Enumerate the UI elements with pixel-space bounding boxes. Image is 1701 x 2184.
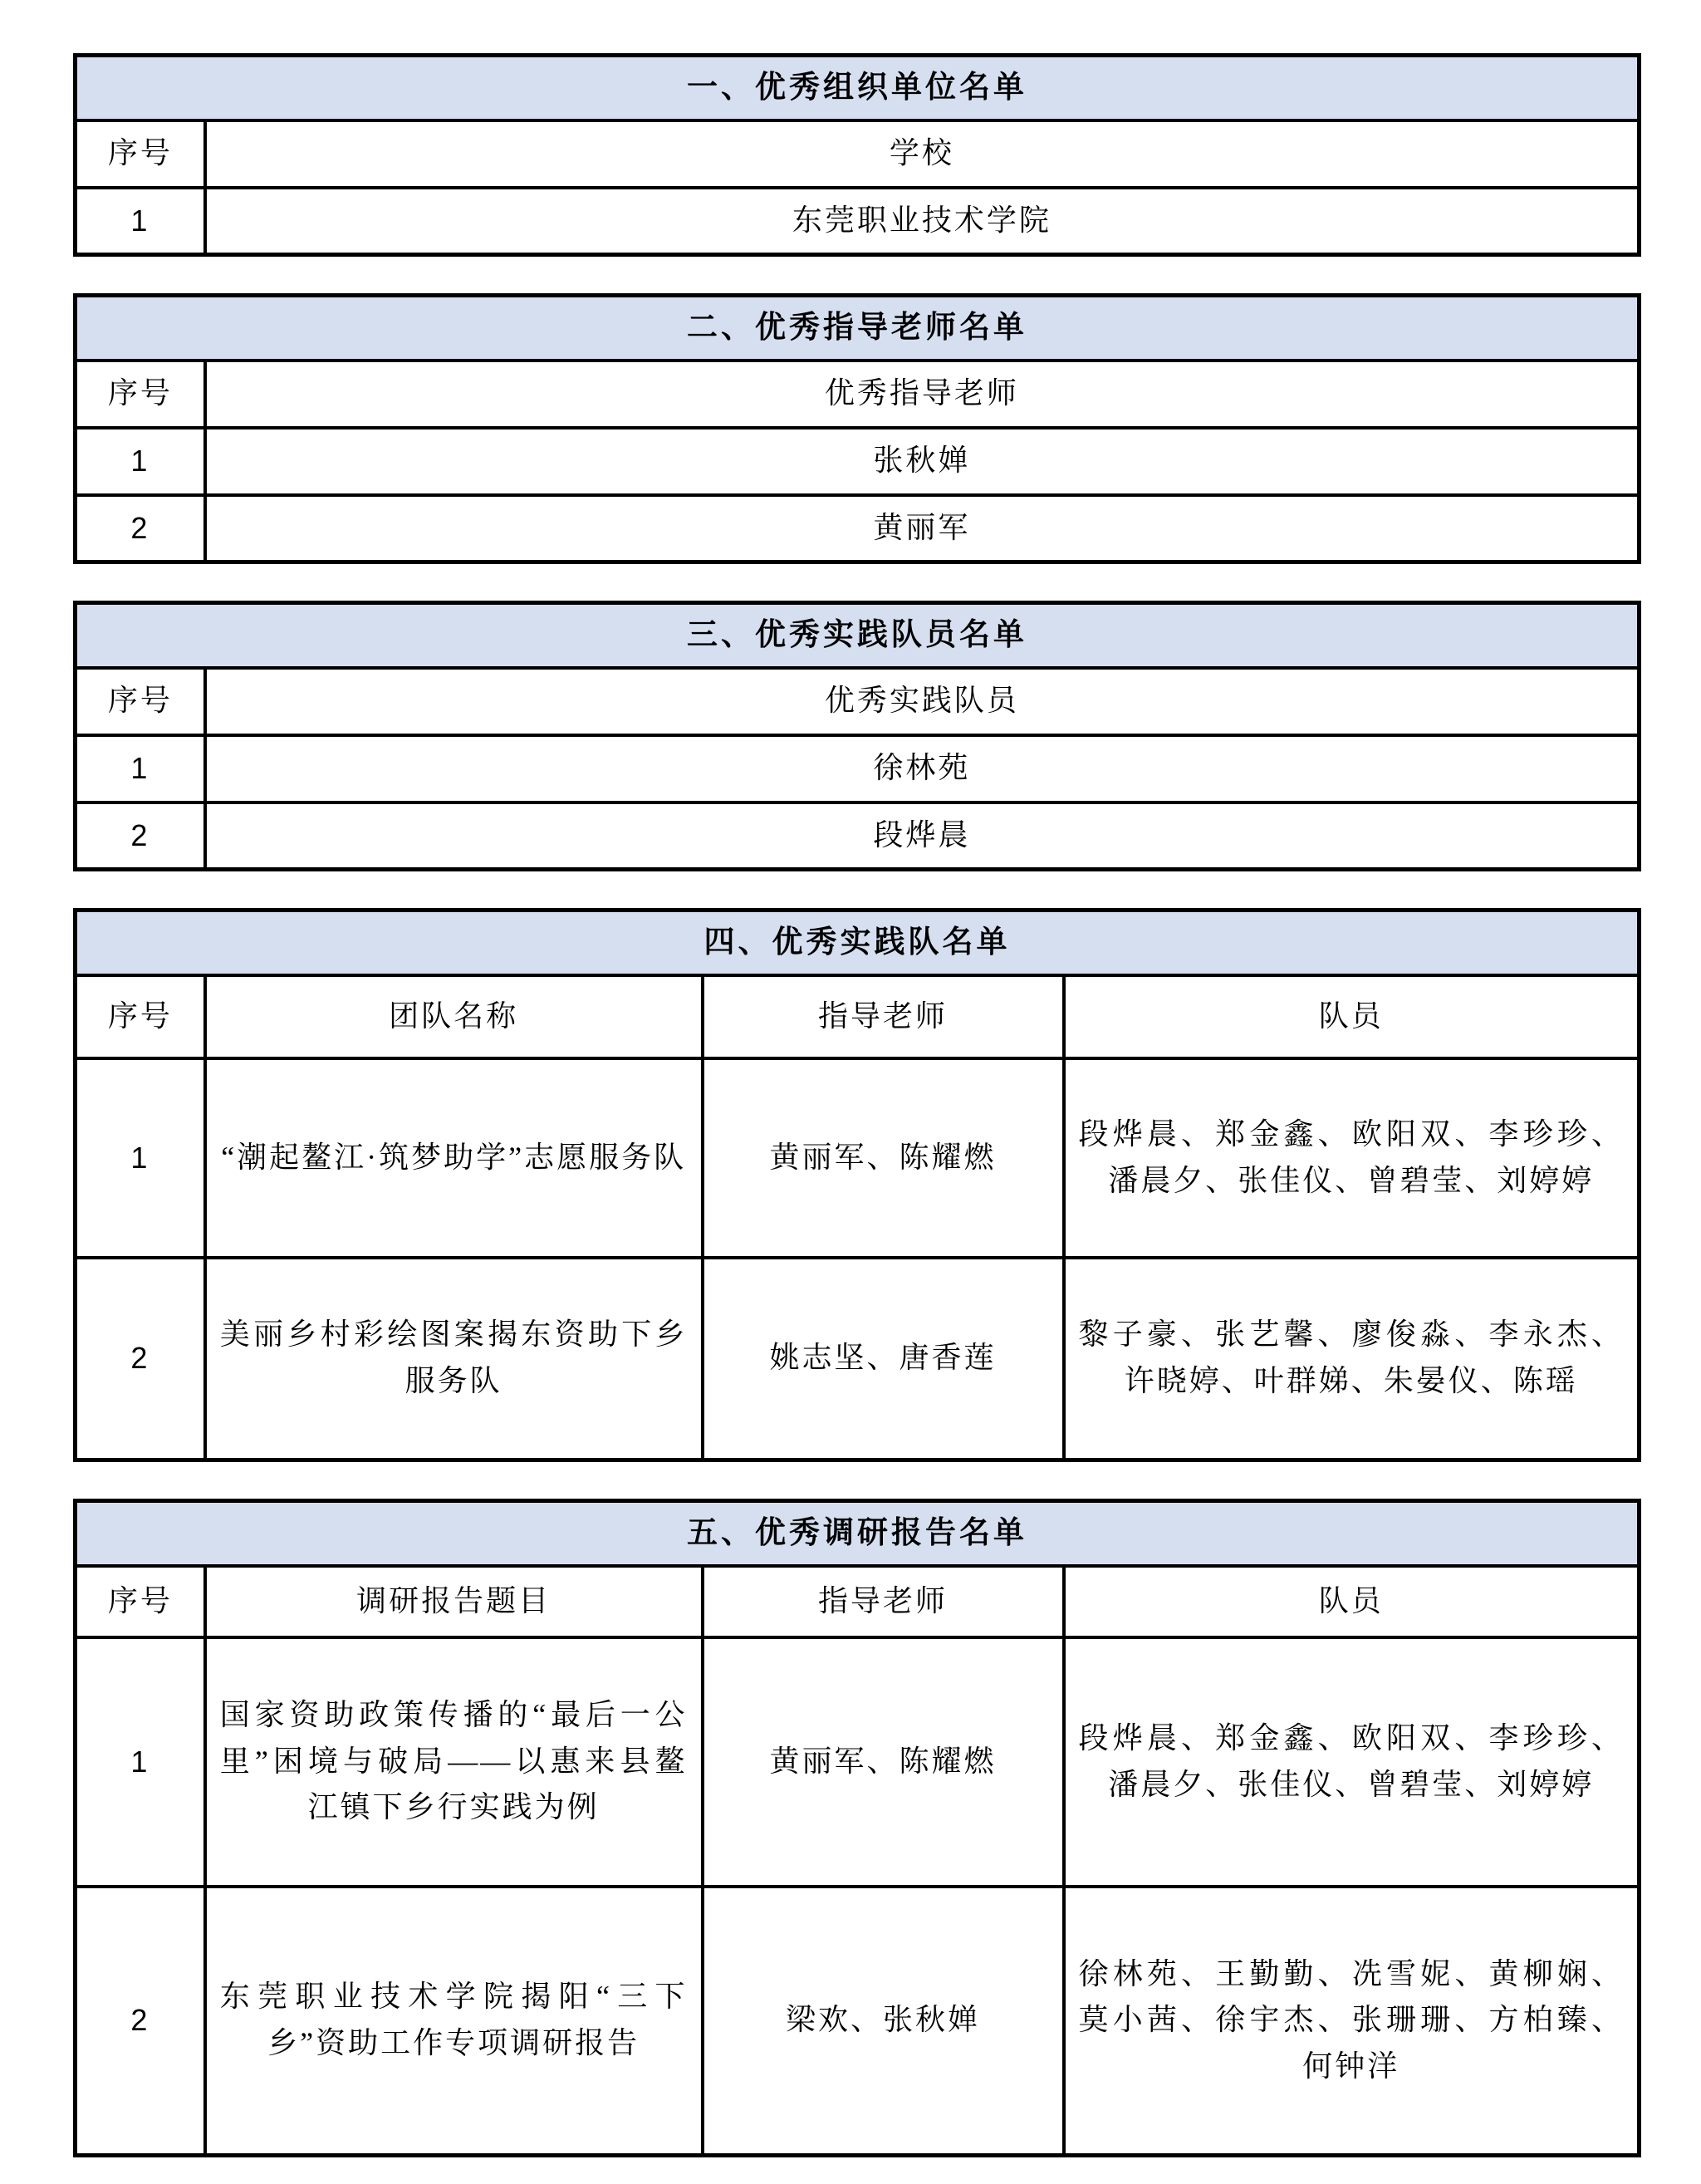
table-row [76,495,1640,562]
table-row [76,1887,1640,2156]
cell-teachers: 姚志坚、唐香莲 [703,1258,1064,1460]
cell-members: 黎子豪、张艺馨、廖俊淼、李永杰、许晓婷、叶群娣、朱晏仪、陈瑶 [1064,1258,1640,1460]
column-header-serial: 序号 [76,1566,205,1637]
cell-team-name: “潮起鳌江·筑梦助学”志愿服务队 [205,1058,703,1258]
table-row [76,1058,1640,1258]
cell-serial: 2 [76,1887,205,2156]
cell-teachers: 梁欢、张秋婵 [703,1887,1064,2156]
cell-school: 东莞职业技术学院 [205,188,1640,255]
table-row [76,802,1640,870]
table-row [76,188,1640,255]
column-header-serial: 序号 [76,668,205,735]
table-row [76,735,1640,802]
column-header-members: 队员 [1064,975,1640,1058]
cell-serial: 2 [76,1258,205,1460]
table-row [76,428,1640,495]
cell-serial: 1 [76,1058,205,1258]
column-header-teachers: 指导老师 [703,975,1064,1058]
cell-member: 徐林苑 [205,735,1640,802]
table-title: 二、优秀指导老师名单 [76,296,1640,361]
cell-members: 段烨晨、郑金鑫、欧阳双、李珍珍、潘晨夕、张佳仪、曾碧莹、刘婷婷 [1064,1637,1640,1887]
table-excellent-members [73,601,1641,871]
cell-teachers: 黄丽军、陈耀燃 [703,1637,1064,1887]
cell-report-title: 东莞职业技术学院揭阳“三下乡”资助工作专项调研报告 [205,1887,703,2156]
table-excellent-organizations [73,53,1641,257]
cell-team-name: 美丽乡村彩绘图案揭东资助下乡服务队 [205,1258,703,1460]
table-excellent-reports [73,1499,1641,2157]
table-title: 一、优秀组织单位名单 [76,56,1640,120]
cell-members: 徐林苑、王勤勤、冼雪妮、黄柳娴、莫小茜、徐宇杰、张珊珊、方柏臻、何钟洋 [1064,1887,1640,2156]
cell-serial: 1 [76,428,205,495]
cell-report-title: 国家资助政策传播的“最后一公里”困境与破局——以惠来县鳌江镇下乡行实践为例 [205,1637,703,1887]
column-header-school: 学校 [205,120,1640,188]
cell-serial: 1 [76,188,205,255]
cell-serial: 2 [76,495,205,562]
cell-teacher: 张秋婵 [205,428,1640,495]
column-header-teachers: 指导老师 [703,1566,1064,1637]
column-header-serial: 序号 [76,361,205,428]
table-excellent-teachers [73,293,1641,564]
table-title: 三、优秀实践队员名单 [76,603,1640,668]
table-title: 五、优秀调研报告名单 [76,1501,1640,1566]
column-header-teacher: 优秀指导老师 [205,361,1640,428]
cell-members: 段烨晨、郑金鑫、欧阳双、李珍珍、潘晨夕、张佳仪、曾碧莹、刘婷婷 [1064,1058,1640,1258]
column-header-team-name: 团队名称 [205,975,703,1058]
column-header-member: 优秀实践队员 [205,668,1640,735]
table-excellent-teams [73,908,1641,1462]
cell-serial: 1 [76,1637,205,1887]
cell-serial: 1 [76,735,205,802]
table-row [76,1258,1640,1460]
column-header-members: 队员 [1064,1566,1640,1637]
cell-teacher: 黄丽军 [205,495,1640,562]
table-title: 四、优秀实践队名单 [76,910,1640,975]
cell-serial: 2 [76,802,205,870]
cell-teachers: 黄丽军、陈耀燃 [703,1058,1064,1258]
cell-member: 段烨晨 [205,802,1640,870]
column-header-serial: 序号 [76,975,205,1058]
table-row [76,1637,1640,1887]
column-header-report-title: 调研报告题目 [205,1566,703,1637]
column-header-serial: 序号 [76,120,205,188]
